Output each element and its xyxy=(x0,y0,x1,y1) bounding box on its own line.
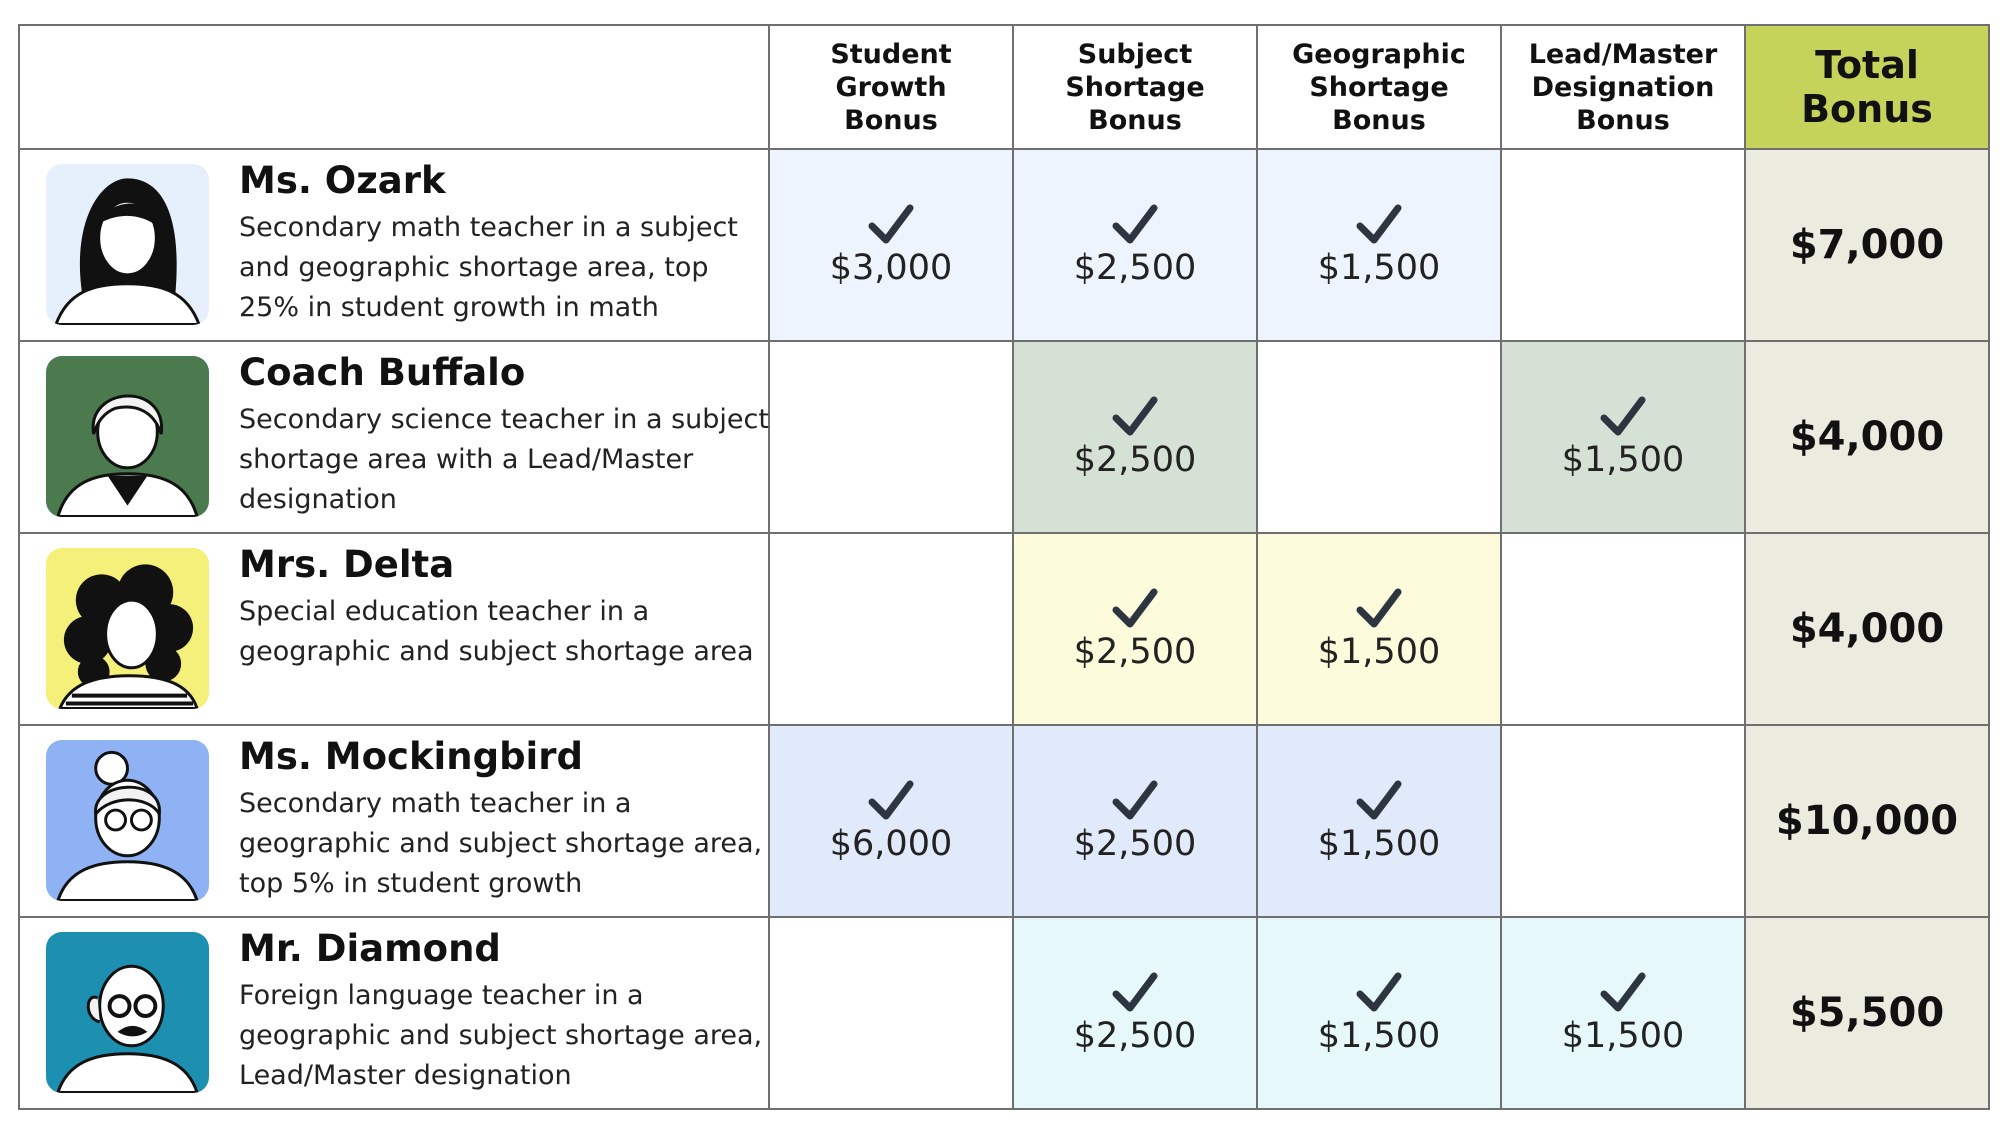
bonus-amount: $1,500 xyxy=(1561,1016,1685,1056)
header-row xyxy=(19,25,1989,149)
bonus-cell-geographic-shortage xyxy=(1257,341,1501,533)
bonus-cell-geographic-shortage xyxy=(1257,725,1501,917)
check-icon xyxy=(1112,970,1158,1014)
bonus-cell-student-growth xyxy=(769,149,1013,341)
check-icon xyxy=(868,202,914,246)
bonus-cell-subject-shortage xyxy=(1013,917,1257,1109)
bonus-cell-lead-master xyxy=(1501,917,1745,1109)
woman-long-dark-hair-avatar xyxy=(46,164,209,325)
bonus-cell-student-growth xyxy=(769,917,1013,1109)
bonus-cell-lead-master xyxy=(1501,149,1745,341)
older-woman-glasses-bun-avatar xyxy=(46,740,209,901)
column-header-lead-master: Lead/Master Designation Bonus xyxy=(1501,25,1745,149)
bonus-cell-geographic-shortage xyxy=(1257,533,1501,725)
teacher-description: Foreign language teacher in a geographic and subject shortage area, Lead/Master designation xyxy=(239,980,763,1091)
check-icon xyxy=(1356,202,1402,246)
teacher-description: Secondary math teacher in a geographic and subject shortage area, top 5% in student growth xyxy=(239,788,763,899)
bonus-cell-student-growth xyxy=(769,341,1013,533)
woman-short-grey-hair-avatar xyxy=(46,356,209,517)
total-bonus-cell: $7,000 xyxy=(1745,149,1989,341)
older-man-glasses-mustache-avatar xyxy=(46,932,209,1093)
bonus-amount: $1,500 xyxy=(1317,632,1441,672)
column-header-total-bonus: Total Bonus xyxy=(1745,25,1989,149)
bonus-cell-subject-shortage xyxy=(1013,149,1257,341)
teacher-cell xyxy=(19,341,769,533)
check-icon xyxy=(1600,970,1646,1014)
bonus-cell-student-growth xyxy=(769,725,1013,917)
check-icon xyxy=(1112,394,1158,438)
teacher-cell xyxy=(19,917,769,1109)
bonus-amount: $1,500 xyxy=(1561,440,1685,480)
total-bonus-cell: $5,500 xyxy=(1745,917,1989,1109)
teacher-description: Secondary science teacher in a subject shortage area with a Lead/Master designation xyxy=(239,404,769,515)
check-icon xyxy=(1112,778,1158,822)
column-header-subject-shortage: Subject Shortage Bonus xyxy=(1013,25,1257,149)
bonus-cell-geographic-shortage xyxy=(1257,917,1501,1109)
bonus-amount: $3,000 xyxy=(829,248,953,288)
teacher-row xyxy=(19,533,1989,725)
bonus-cell-subject-shortage xyxy=(1013,725,1257,917)
teacher-cell xyxy=(19,149,769,341)
bonus-cell-lead-master xyxy=(1501,533,1745,725)
bonus-amount: $2,500 xyxy=(1073,248,1197,288)
bonus-cell-geographic-shortage xyxy=(1257,149,1501,341)
teacher-name: Mrs. Delta xyxy=(239,543,455,586)
bonus-cell-subject-shortage xyxy=(1013,341,1257,533)
check-icon xyxy=(1112,586,1158,630)
check-icon xyxy=(1356,778,1402,822)
check-icon xyxy=(868,778,914,822)
teacher-name: Ms. Ozark xyxy=(239,159,446,202)
check-icon xyxy=(1112,202,1158,246)
bonus-amount: $2,500 xyxy=(1073,440,1197,480)
bonus-cell-subject-shortage xyxy=(1013,533,1257,725)
check-icon xyxy=(1356,586,1402,630)
column-header-geographic-shortage: Geographic Shortage Bonus xyxy=(1257,25,1501,149)
bonus-table xyxy=(18,24,1990,1110)
bonus-cell-lead-master xyxy=(1501,725,1745,917)
check-icon xyxy=(1600,394,1646,438)
total-bonus-cell: $4,000 xyxy=(1745,533,1989,725)
teacher-row xyxy=(19,917,1989,1109)
teacher-name: Coach Buffalo xyxy=(239,351,526,394)
bonus-amount: $1,500 xyxy=(1317,824,1441,864)
teacher-description: Special education teacher in a geographic and subject shortage area xyxy=(239,596,754,667)
bonus-amount: $6,000 xyxy=(829,824,953,864)
woman-curly-hair-avatar xyxy=(46,548,209,709)
bonus-amount: $2,500 xyxy=(1073,824,1197,864)
bonus-amount: $2,500 xyxy=(1073,1016,1197,1056)
bonus-amount: $1,500 xyxy=(1317,248,1441,288)
bonus-cell-lead-master xyxy=(1501,341,1745,533)
teacher-cell xyxy=(19,725,769,917)
blank-header-cell xyxy=(19,25,769,149)
check-icon xyxy=(1356,970,1402,1014)
total-bonus-cell: $10,000 xyxy=(1745,725,1989,917)
bonus-amount: $2,500 xyxy=(1073,632,1197,672)
teacher-cell xyxy=(19,533,769,725)
teacher-row xyxy=(19,725,1989,917)
teacher-description: Secondary math teacher in a subject and geographic shortage area, top 25% in student growth in math xyxy=(239,212,738,323)
teacher-row xyxy=(19,149,1989,341)
total-bonus-cell: $4,000 xyxy=(1745,341,1989,533)
teacher-name: Ms. Mockingbird xyxy=(239,735,583,778)
teacher-row xyxy=(19,341,1989,533)
bonus-amount: $1,500 xyxy=(1317,1016,1441,1056)
teacher-name: Mr. Diamond xyxy=(239,927,501,970)
bonus-cell-student-growth xyxy=(769,533,1013,725)
column-header-student-growth: Student Growth Bonus xyxy=(769,25,1013,149)
